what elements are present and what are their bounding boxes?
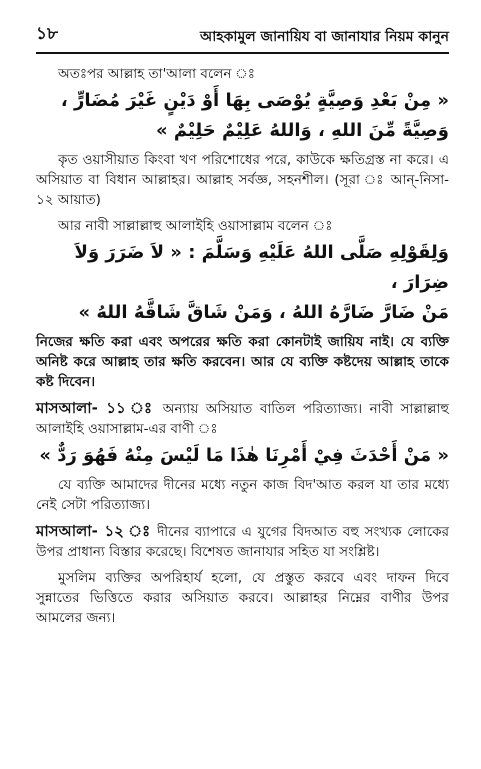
- masala-12-text: দীনের ব্যাপারে এ যুগের বিদআত বহু সংখ্যক লোকের উপর প্রাধান্য বিস্তার করেছে। বিশেষত জানাযার সহিত যা সংশ্লিষ্ট।: [36, 524, 449, 560]
- arabic-quote-2: [36, 238, 449, 328]
- arabic-quote-3: [36, 441, 449, 471]
- translation-paragraph-2: নিজের ক্ষতি করা এবং অপরের ক্ষতি করা কোনটাই জায়িয নাই। যে ব্যক্তি অনিষ্ট করে আল্লাহ তার ক্ষতি করবেন। আর যে ব্যক্তি কষ্টদেয় আল্লাহ তাকে কষ্ট দিবেন।: [36, 334, 449, 390]
- masala-12-label: মাসআলা- ১২ ঃ: [36, 522, 152, 540]
- arabic-quote-1-line-1: « مِنْ بَعْدِ وَصِيَّةٍ يُوْصَى بِهَا أَوْ دَيْنٍ غَيْرَ مُضَارٍّ ،: [60, 90, 449, 111]
- page-number: ১৮: [36, 24, 59, 44]
- section-masala-11: [36, 398, 449, 515]
- page-header: [36, 22, 449, 54]
- translation-paragraph-1: কৃত ওয়াসীয়াত কিংবা খণ পরিশোধের পরে, কাউকে ক্ষতিগ্রস্ত না করে। এ অসিয়াত বা বিধান আল্লাহর। আল্লাহ সর্বজ্ঞ, সহনশীল। (সূরা ঃ আন্-নিসা- ১২ আয়াত): [36, 152, 449, 208]
- arabic-quote-1-line-2: وَصِيَّةً مِّنَ اللهِ ، وَاللهُ عَلِيْمٌ حَلِيْمٌ »: [156, 120, 449, 141]
- section-hadith-harm: [36, 216, 449, 392]
- intro-paragraph-1: অতঃপর আল্লাহ তা'আলা বলেন ঃ: [58, 66, 255, 82]
- masala-11-paragraph: [36, 398, 449, 439]
- masala-12-paragraph: [36, 521, 449, 562]
- arabic-quote-2-line-1: وَلِقَوْلِهِ صَلَّى اللهُ عَلَيْهِ وَسَلَّمَ : « لاَ ضَرَرَ وَلاَ ضِرَارَ ،: [74, 242, 449, 293]
- masala-11-label: মাসআলা- ১১ ঃ: [36, 399, 156, 417]
- masala-11-text: অন্যায় অসিয়াত বাতিল পরিত্যাজ্য। নাবী সাল্লাল্লাহু আলাইহি ওয়াসাল্লাম-এর বাণী ঃ: [36, 401, 449, 437]
- arabic-quote-2-line-2: مَنْ ضَارَّ ضَارَّهُ اللهُ ، وَمَنْ شَاقَّ شَاقَّهُ اللهُ »: [78, 302, 449, 323]
- document-page: [0, 22, 481, 769]
- section-masala-12: [36, 521, 449, 562]
- arabic-quote-3-line-1: « مَنْ أَحْدَثَ فِيْ أَمْرِنَا هٰذَا مَا لَيْسَ مِنْهُ فَهُوَ رَدٌّ »: [39, 445, 449, 466]
- closing-paragraph: মুসলিম ব্যক্তির অপরিহার্য হলো, যে প্রস্তুত করবে এবং দাফন দিবে সুন্নাতের ভিত্তিতে করার অসিয়াত করবে। আল্লাহর নিম্নের বাণীর উপর আমলের জন্য।: [36, 570, 449, 626]
- section-quran-verse: [36, 64, 449, 210]
- section-closing: [36, 568, 449, 628]
- running-title: আহকামুল জানায়িয বা জানাযার নিয়ম কানুন: [199, 29, 449, 45]
- translation-paragraph-3: যে ব্যক্তি আমাদের দীনের মধ্যে নতুন কাজ বিদ'আত করল যা তার মধ্যে নেই সেটা পরিত্যাজ্য।: [36, 477, 449, 513]
- intro-paragraph-2: আর নাবী সাল্লাল্লাহু আলাইহি ওয়াসাল্লাম বলেন ঃ: [58, 218, 333, 234]
- arabic-quote-1: [36, 86, 449, 146]
